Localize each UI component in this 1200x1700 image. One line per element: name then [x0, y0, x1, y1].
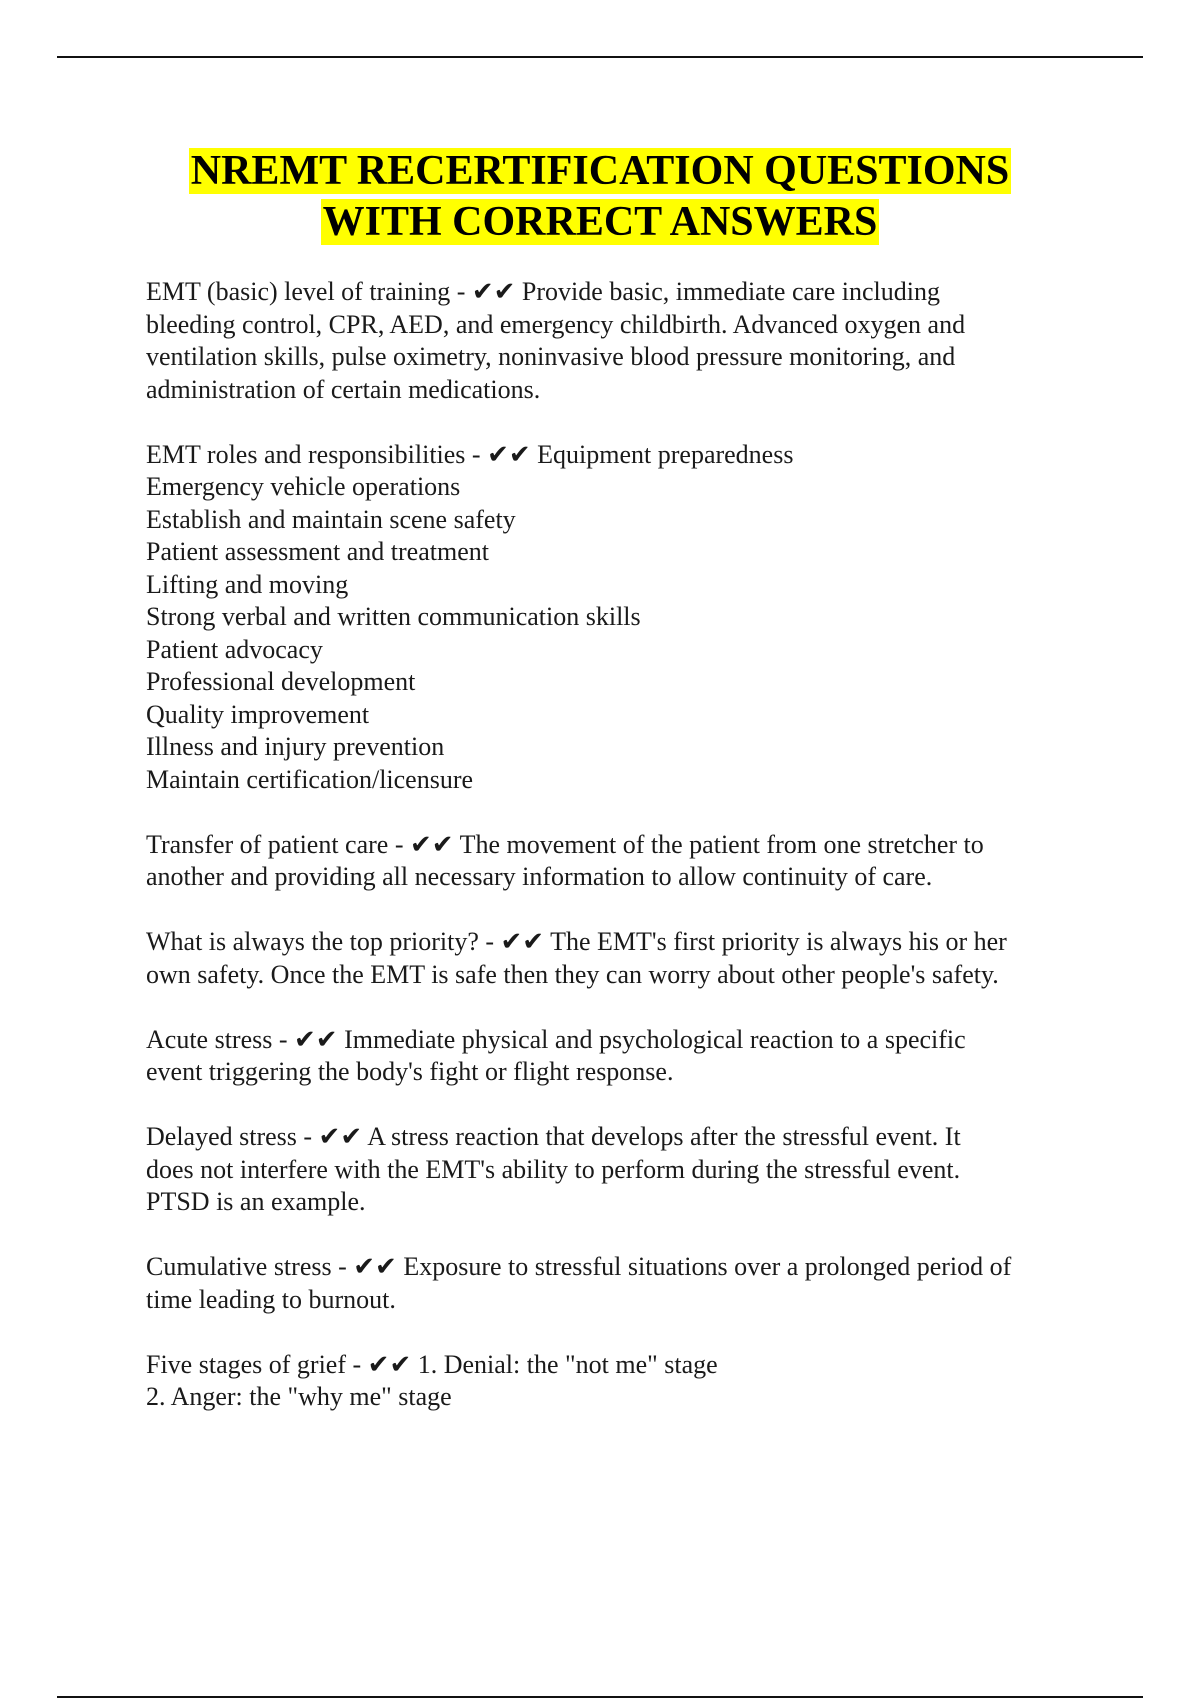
qa-line: Five stages of grief - ✔✔ 1. Denial: the "not me" stage — [146, 1349, 718, 1379]
qa-line: Delayed stress - ✔✔ A stress reaction that develops after the stressful event. It — [146, 1122, 961, 1151]
qa-line: Illness and injury prevention — [146, 732, 445, 761]
qa-line: own safety. Once the EMT is safe then they can worry about other people's safety. — [146, 959, 999, 989]
qa-entry — [146, 1349, 1096, 1414]
qa-line: Emergency vehicle operations — [146, 472, 461, 501]
qa-entry — [146, 926, 1096, 991]
qa-line: administration of certain medications. — [146, 374, 541, 404]
qa-list — [146, 276, 1096, 1446]
top-rule — [57, 56, 1143, 58]
qa-line: ventilation skills, pulse oximetry, noninvasive blood pressure monitoring, and — [146, 342, 956, 371]
qa-line: Transfer of patient care - ✔✔ The movement of the patient from one stretcher to — [146, 829, 984, 859]
qa-line: time leading to burnout. — [146, 1284, 396, 1314]
qa-line: EMT roles and responsibilities - ✔✔ Equipment preparedness — [146, 439, 794, 469]
qa-line: PTSD is an example. — [146, 1187, 366, 1216]
qa-line: Strong verbal and written communication skills — [146, 602, 641, 631]
qa-line: Acute stress - ✔✔ Immediate physical and psychological reaction to a specific — [146, 1024, 966, 1054]
qa-line: Patient assessment and treatment — [146, 537, 489, 566]
title-line-2: WITH CORRECT ANSWERS — [322, 199, 878, 245]
qa-line: Cumulative stress - ✔✔ Exposure to stressful situations over a prolonged period of — [146, 1252, 1012, 1281]
qa-line: What is always the top priority? - ✔✔ The EMT's first priority is always his or her — [146, 927, 1007, 956]
qa-line: Lifting and moving — [146, 569, 349, 599]
qa-line: bleeding control, CPR, AED, and emergency childbirth. Advanced oxygen and — [146, 309, 966, 339]
qa-line: does not interfere with the EMT's ability to perform during the stressful event. — [146, 1154, 961, 1184]
qa-entry — [146, 829, 1096, 894]
bottom-rule — [57, 1696, 1143, 1698]
title-line-1: NREMT RECERTIFICATION QUESTIONS — [190, 148, 1010, 194]
qa-line: Maintain certification/licensure — [146, 764, 474, 794]
qa-line: Patient advocacy — [146, 634, 323, 664]
qa-line: Professional development — [146, 667, 416, 696]
qa-line: event triggering the body's fight or flight response. — [146, 1057, 674, 1086]
qa-line: EMT (basic) level of training - ✔✔ Provide basic, immediate care including — [146, 277, 940, 306]
qa-line: 2. Anger: the "why me" stage — [146, 1382, 452, 1411]
qa-entry — [146, 276, 1096, 406]
qa-entry — [146, 439, 1096, 797]
document-title — [0, 146, 1200, 248]
qa-line: Establish and maintain scene safety — [146, 504, 516, 534]
qa-entry — [146, 1121, 1096, 1219]
qa-line: another and providing all necessary information to allow continuity of care. — [146, 862, 933, 891]
qa-line: Quality improvement — [146, 699, 370, 729]
qa-entry — [146, 1024, 1096, 1089]
qa-entry — [146, 1251, 1096, 1316]
